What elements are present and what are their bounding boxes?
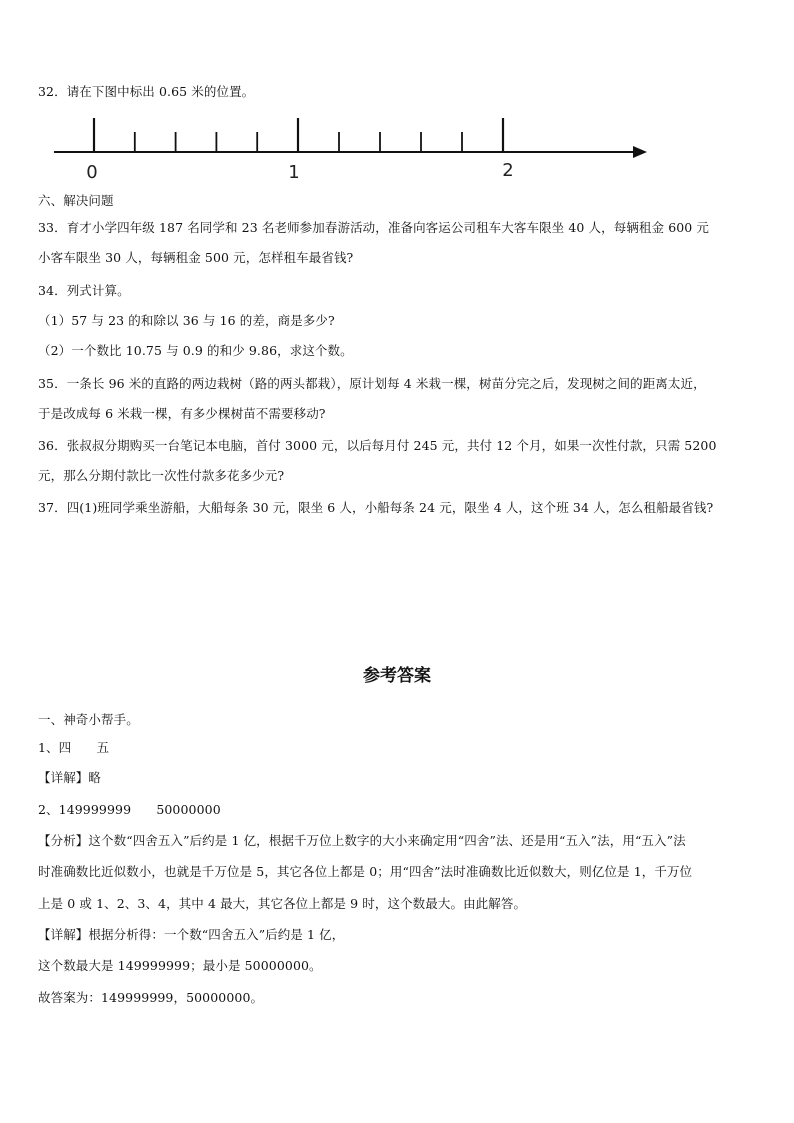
question-32: 32．请在下图中标出 0.65 米的位置。 [38,84,255,99]
answer-2-detail-line-1: 【详解】根据分析得：一个数“四舍五入”后约是 1 亿， [38,927,345,942]
number-line-ticks [94,118,503,152]
question-34: 34．列式计算。 [38,283,130,298]
number-line [50,112,655,182]
question-37: 37．四(1)班同学乘坐游船，大船每条 30 元，限坐 6 人，小船每条 24 元，限坐 4 人，这个班 34 人，怎么租船最省钱? [38,500,714,515]
tick-label-2: 2 [502,160,514,181]
answer-2-analysis-line-3: 上是 0 或 1、2、3、4，其中 4 最大，其它各位上都是 9 时，这个数最大。由此解答。 [38,896,527,911]
tick-label-1: 1 [288,162,300,182]
question-36-line-2: 元，那么分期付款比一次性付款多花多少元? [38,468,285,483]
answer-1: 1、四 五 [38,740,110,755]
answer-2-analysis-line-2: 时准确数比近似数小，也就是千万位是 5，其它各位上都是 0；用“四舍”法时准确数比近似数大，则亿位是 1，千万位 [38,864,693,879]
answer-2-detail-line-2: 这个数最大是 149999999；最小是 50000000。 [38,958,322,973]
question-34-part-2: （2）一个数比 10.75 与 0.9 的和少 9.86，求这个数。 [38,343,353,358]
answer-2: 2、149999999 50000000 [38,802,221,817]
question-36-line-1: 36．张叔叔分期购买一台笔记本电脑，首付 3000 元，以后每月付 245 元，共付 12 个月，如果一次性付款，只需 5200 [38,438,717,453]
question-35-line-2: 于是改成每 6 米栽一棵，有多少棵树苗不需要移动? [38,406,326,421]
answer-2-detail-line-3: 故答案为：149999999，50000000。 [38,990,264,1005]
answers-title: 参考答案 [363,666,431,686]
answer-2-analysis-line-1: 【分析】这个数“四舍五入”后约是 1 亿，根据千万位上数字的大小来确定用“四舍”法、还是用“五入”法，用“五入”法 [38,833,686,848]
question-35-line-1: 35．一条长 96 米的直路的两边栽树（路的两头都栽），原计划每 4 米栽一棵，树苗分完之后，发现树之间的距离太近， [38,376,706,391]
section-6-heading: 六、解决问题 [38,193,114,208]
answers-section-1: 一、神奇小帮手。 [38,712,139,727]
question-34-part-1: （1）57 与 23 的和除以 36 与 16 的差，商是多少? [38,313,335,328]
question-33-line-1: 33．育才小学四年级 187 名同学和 23 名老师参加春游活动，准备向客运公司租车大客车限坐 40 人，每辆租金 600 元 [38,220,710,235]
tick-label-0: 0 [86,162,98,182]
question-33-line-2: 小客车限坐 30 人，每辆租金 500 元，怎样租车最省钱? [38,250,354,265]
answer-1-detail: 【详解】略 [38,770,102,785]
number-line-arrow [633,146,647,158]
